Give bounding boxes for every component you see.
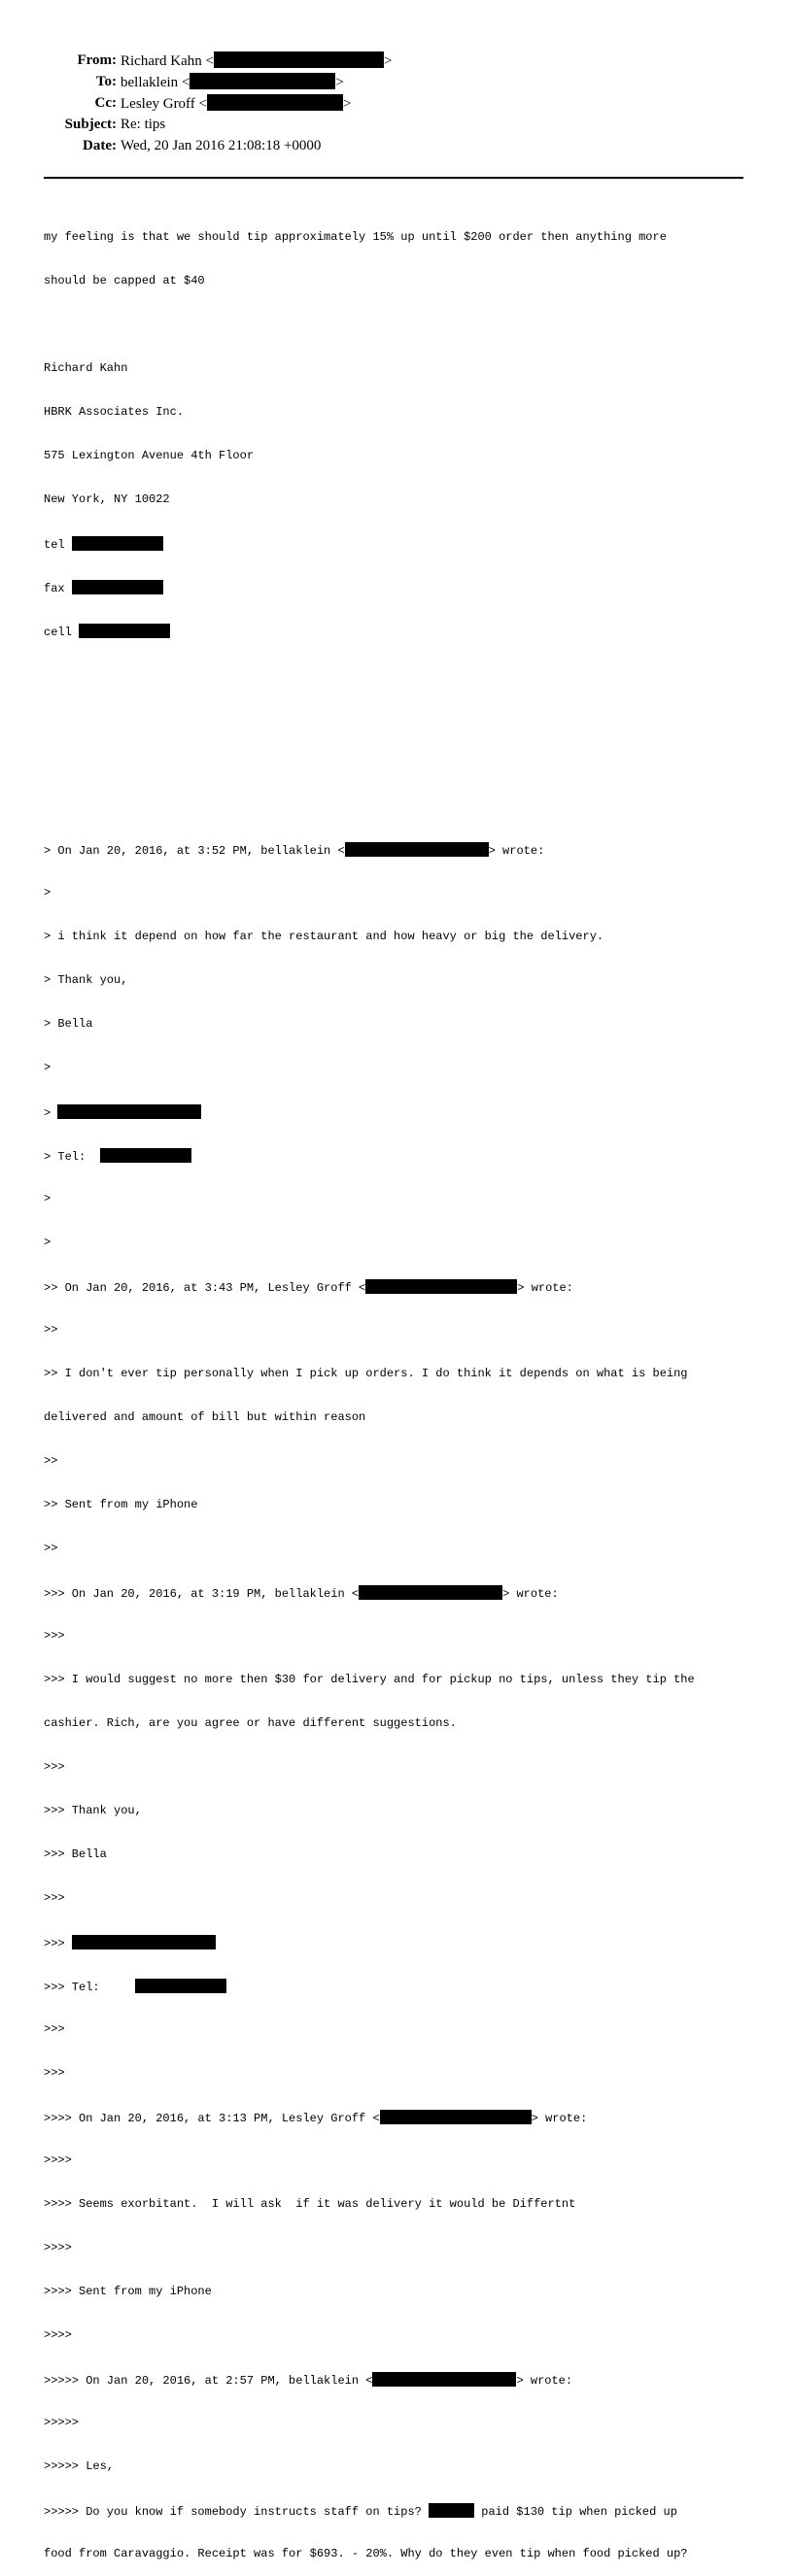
- date-label: Date:: [83, 138, 117, 153]
- quote-line: >>: [44, 1454, 58, 1468]
- quote-line: >>>: [44, 1760, 65, 1774]
- redaction-bar: [72, 580, 163, 594]
- quote-line: >>>: [44, 1935, 763, 1949]
- quote-line: >: [44, 1104, 763, 1119]
- redaction-bar: [190, 73, 335, 89]
- quote-attribution: > On Jan 20, 2016, at 3:52 PM, bellaklein < > wrote:: [44, 844, 545, 858]
- redaction-bar: [365, 1279, 517, 1294]
- signature-cell: cell: [44, 624, 763, 638]
- quote-line: >>>>: [44, 2241, 72, 2254]
- redaction-bar: [372, 2372, 516, 2387]
- quote-line: > Bella: [44, 1017, 93, 1031]
- quote-line: >: [44, 1236, 52, 1249]
- quote-line: > i think it depend on how far the restaurant and how heavy or big the delivery.: [44, 930, 604, 943]
- from-value: Richard Kahn < >: [121, 53, 393, 69]
- quote-line: >>: [44, 1542, 58, 1555]
- quote-line: >>>: [44, 2022, 65, 2036]
- quote-line: >>> Tel:: [44, 1979, 763, 1993]
- quote-attribution: >>>> On Jan 20, 2016, at 3:13 PM, Lesley Groff < > wrote:: [44, 2112, 588, 2125]
- email-body: [44, 201, 763, 2576]
- date-value: Wed, 20 Jan 2016 21:08:18 +0000: [121, 138, 322, 153]
- signature-tel: tel: [44, 536, 763, 551]
- to-row: [0, 73, 117, 90]
- quote-line: >>> Bella: [44, 1847, 107, 1861]
- cc-value: Lesley Groff < >: [121, 96, 352, 112]
- subject-value: Re: tips: [121, 117, 166, 132]
- quote-line: cashier. Rich, are you agree or have different suggestions.: [44, 1716, 457, 1730]
- quote-line: >>> Thank you,: [44, 1804, 142, 1817]
- subject-label: Subject:: [64, 117, 117, 132]
- redaction-bar: [345, 842, 489, 857]
- quote-line: >>>> Sent from my iPhone: [44, 2285, 212, 2298]
- quote-line: >>: [44, 1323, 58, 1337]
- quote-line: >> I don't ever tip personally when I pick up orders. I do think it depends on what is being: [44, 1367, 688, 1380]
- quote-line: >>>>> Do you know if somebody instructs staff on tips? paid $130 tip when picked up: [44, 2505, 677, 2519]
- quote-line: >>>>>: [44, 2416, 80, 2429]
- blank-line: [44, 798, 763, 813]
- to-label: To:: [95, 74, 117, 89]
- blank-line: [44, 667, 763, 682]
- cc-row: [0, 94, 117, 112]
- date-row: [0, 137, 117, 154]
- redaction-bar: [207, 94, 343, 111]
- cc-label: Cc:: [94, 95, 117, 111]
- quote-line: delivered and amount of bill but within reason: [44, 1410, 366, 1424]
- signature-city: New York, NY 10022: [44, 492, 170, 506]
- redaction-bar: [72, 536, 163, 551]
- quote-line: >: [44, 1192, 52, 1205]
- quote-line: >: [44, 886, 52, 899]
- redaction-bar: [135, 1979, 226, 1993]
- quote-line: > Thank you,: [44, 973, 128, 987]
- redaction-bar: [100, 1148, 191, 1163]
- signature-name: Richard Kahn: [44, 361, 128, 375]
- from-label: From:: [77, 52, 117, 68]
- redaction-bar: [79, 624, 170, 638]
- from-row: [0, 51, 117, 69]
- to-value: bellaklein < >: [121, 75, 344, 90]
- quote-line: >>>: [44, 1891, 65, 1905]
- quote-line: food from Caravaggio. Receipt was for $693. - 20%. Why do they even tip when food picked up?: [44, 2547, 688, 2560]
- quote-line: >>>>: [44, 2153, 72, 2167]
- quote-line: >: [44, 1061, 52, 1074]
- redaction-bar: [380, 2110, 532, 2124]
- quote-line: >>>> Seems exorbitant. I will ask if it was delivery it would be Differtnt: [44, 2197, 576, 2211]
- quote-line: >>>: [44, 2066, 65, 2080]
- quote-line: > Tel:: [44, 1148, 763, 1163]
- signature-company: HBRK Associates Inc.: [44, 405, 185, 419]
- quote-attribution: >>>>> On Jan 20, 2016, at 2:57 PM, bellaklein < > wrote:: [44, 2374, 573, 2388]
- body-line: my feeling is that we should tip approximately 15% up until $200 order then anything more: [44, 230, 667, 244]
- signature-fax: fax: [44, 580, 763, 594]
- signature-address: 575 Lexington Avenue 4th Floor: [44, 449, 255, 462]
- blank-line: [44, 318, 763, 332]
- subject-row: [0, 116, 117, 133]
- redaction-bar: [72, 1935, 216, 1949]
- quote-line: >>>>> Les,: [44, 2459, 115, 2473]
- blank-line: [44, 711, 763, 726]
- redaction-bar: [429, 2503, 474, 2518]
- quote-line: >>>: [44, 1629, 65, 1643]
- body-line: should be capped at $40: [44, 274, 205, 288]
- quote-attribution: >> On Jan 20, 2016, at 3:43 PM, Lesley Groff < > wrote:: [44, 1281, 573, 1295]
- redaction-bar: [57, 1104, 201, 1119]
- quote-line: >> Sent from my iPhone: [44, 1498, 198, 1511]
- quote-line: >>> I would suggest no more then $30 for delivery and for pickup no tips, unless they tip the: [44, 1673, 695, 1686]
- header-divider: [44, 177, 743, 179]
- email-header: [0, 51, 793, 158]
- quote-attribution: >>> On Jan 20, 2016, at 3:19 PM, bellaklein < > wrote:: [44, 1587, 559, 1601]
- redaction-bar: [214, 51, 384, 68]
- blank-line: [44, 755, 763, 769]
- quote-line: >>>>: [44, 2328, 72, 2342]
- redaction-bar: [359, 1585, 502, 1600]
